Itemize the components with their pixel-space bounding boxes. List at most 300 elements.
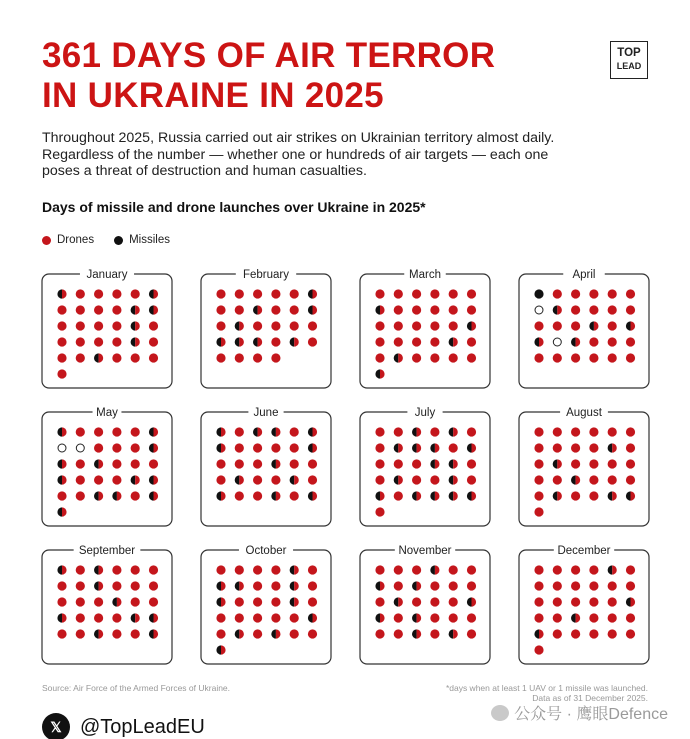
month-label-february: February	[242, 269, 290, 281]
day-dot	[216, 337, 225, 346]
day-dot	[553, 491, 562, 500]
day-dot	[449, 459, 458, 468]
day-dot	[430, 475, 439, 484]
day-dot	[290, 305, 299, 314]
day-dot	[76, 353, 85, 362]
day-dot	[216, 443, 225, 452]
day-dot	[94, 305, 103, 314]
day-dot	[608, 337, 617, 346]
day-dot	[149, 491, 158, 500]
day-dot	[235, 629, 244, 638]
legend-drones-label: Drones	[57, 234, 95, 246]
day-dot	[375, 507, 384, 516]
day-dot	[430, 289, 439, 298]
day-dot	[626, 353, 635, 362]
day-dot	[449, 289, 458, 298]
day-dot	[534, 629, 543, 638]
day-dot	[571, 321, 580, 330]
day-dot	[534, 613, 543, 622]
month-panel-march	[360, 267, 490, 388]
day-dot	[216, 459, 225, 468]
day-dot	[467, 613, 476, 622]
month-label-november: November	[398, 545, 452, 557]
day-dot	[608, 459, 617, 468]
day-dot	[394, 321, 403, 330]
day-dot	[253, 443, 262, 452]
day-dot	[149, 459, 158, 468]
day-dot	[94, 629, 103, 638]
day-dot	[94, 581, 103, 590]
day-dot	[235, 305, 244, 314]
day-dot	[534, 475, 543, 484]
day-dot	[430, 443, 439, 452]
day-dot	[235, 565, 244, 574]
day-dot	[290, 491, 299, 500]
day-dot	[94, 565, 103, 574]
day-dot	[553, 597, 562, 606]
day-dot	[57, 305, 66, 314]
month-label-september: September	[78, 545, 136, 557]
day-dot	[94, 337, 103, 346]
day-dot	[534, 597, 543, 606]
day-dot	[375, 289, 384, 298]
day-dot	[76, 337, 85, 346]
day-dot	[131, 337, 140, 346]
day-dot	[571, 353, 580, 362]
day-dot	[626, 289, 635, 298]
month-panel-may	[42, 405, 172, 526]
day-dot	[253, 629, 262, 638]
day-dot	[589, 427, 598, 436]
day-dot	[112, 321, 121, 330]
day-dot	[608, 475, 617, 484]
day-dot	[94, 353, 103, 362]
day-dot	[430, 613, 439, 622]
day-dot	[57, 613, 66, 622]
day-dot	[253, 337, 262, 346]
day-dot	[589, 491, 598, 500]
day-dot	[94, 321, 103, 330]
day-dot	[553, 321, 562, 330]
day-dot	[589, 353, 598, 362]
day-dot	[394, 353, 403, 362]
day-dot	[394, 337, 403, 346]
day-dot	[394, 475, 403, 484]
day-dot	[571, 459, 580, 468]
day-dot	[449, 475, 458, 484]
day-dot	[394, 629, 403, 638]
day-dot	[94, 491, 103, 500]
day-dot	[271, 629, 280, 638]
day-dot	[57, 581, 66, 590]
day-dot	[308, 475, 317, 484]
day-dot	[253, 565, 262, 574]
day-dot	[430, 491, 439, 500]
day-dot	[412, 353, 421, 362]
logo-line-2: LEAD	[616, 61, 642, 71]
day-dot	[253, 613, 262, 622]
footnote-line-1: *days when at least 1 UAV or 1 missile was launched.	[445, 683, 648, 693]
day-dot	[571, 565, 580, 574]
day-dot	[589, 289, 598, 298]
day-dot	[394, 289, 403, 298]
month-panel-july	[360, 405, 490, 526]
intro-line-3: poses a threat of destruction and human casualties.	[42, 163, 367, 179]
month-label-april: April	[572, 269, 596, 281]
day-dot	[608, 629, 617, 638]
day-dot	[553, 338, 561, 346]
day-dot	[553, 565, 562, 574]
day-dot	[76, 444, 84, 452]
day-dot	[467, 337, 476, 346]
day-dot	[290, 289, 299, 298]
day-dot	[76, 491, 85, 500]
day-dot	[76, 321, 85, 330]
day-dot	[149, 305, 158, 314]
day-dot	[149, 597, 158, 606]
day-dot	[290, 475, 299, 484]
social-handle[interactable]	[42, 713, 205, 739]
day-dot	[57, 353, 66, 362]
month-label-august: August	[566, 407, 602, 419]
day-dot	[271, 459, 280, 468]
day-dot	[112, 597, 121, 606]
day-dot	[571, 613, 580, 622]
day-dot	[57, 289, 66, 298]
day-dot	[626, 305, 635, 314]
day-dot	[467, 581, 476, 590]
day-dot	[253, 289, 262, 298]
day-dot	[308, 629, 317, 638]
day-dot	[571, 337, 580, 346]
day-dot	[235, 427, 244, 436]
day-dot	[626, 443, 635, 452]
day-dot	[626, 565, 635, 574]
day-dot	[149, 289, 158, 298]
day-dot	[375, 629, 384, 638]
day-dot	[235, 581, 244, 590]
day-dot	[57, 427, 66, 436]
day-dot	[131, 353, 140, 362]
day-dot	[216, 475, 225, 484]
day-dot	[131, 459, 140, 468]
day-dot	[149, 629, 158, 638]
day-dot	[430, 597, 439, 606]
day-dot	[94, 459, 103, 468]
day-dot	[216, 353, 225, 362]
day-dot	[112, 337, 121, 346]
day-dot	[253, 475, 262, 484]
day-dot	[375, 337, 384, 346]
day-dot	[112, 427, 121, 436]
day-dot	[467, 597, 476, 606]
day-dot	[430, 305, 439, 314]
day-dot	[57, 597, 66, 606]
day-dot	[308, 459, 317, 468]
day-dot	[216, 565, 225, 574]
day-dot	[271, 321, 280, 330]
day-dot	[412, 565, 421, 574]
day-dot	[235, 337, 244, 346]
day-dot	[534, 427, 543, 436]
day-dot	[430, 427, 439, 436]
day-dot	[467, 475, 476, 484]
day-dot	[131, 427, 140, 436]
day-dot	[94, 613, 103, 622]
day-dot	[149, 427, 158, 436]
day-dot	[76, 581, 85, 590]
day-dot	[112, 629, 121, 638]
day-dot	[112, 613, 121, 622]
day-dot	[149, 443, 158, 452]
day-dot	[412, 581, 421, 590]
day-dot	[149, 337, 158, 346]
day-dot	[131, 581, 140, 590]
day-dot	[131, 289, 140, 298]
chart-title: Days of missile and drone launches over Ukraine in 2025*	[42, 199, 426, 215]
day-dot	[308, 597, 317, 606]
day-dot	[467, 321, 476, 330]
day-dot	[375, 613, 384, 622]
day-dot	[571, 629, 580, 638]
day-dot	[430, 581, 439, 590]
day-dot	[626, 427, 635, 436]
day-dot	[467, 427, 476, 436]
day-dot	[131, 475, 140, 484]
day-dot	[449, 565, 458, 574]
day-dot	[449, 443, 458, 452]
day-dot	[449, 305, 458, 314]
day-dot	[308, 443, 317, 452]
day-dot	[571, 475, 580, 484]
day-dot	[375, 475, 384, 484]
day-dot	[534, 645, 543, 654]
day-dot	[112, 443, 121, 452]
day-dot	[76, 597, 85, 606]
day-dot	[412, 443, 421, 452]
day-dot	[430, 459, 439, 468]
day-dot	[589, 305, 598, 314]
day-dot	[571, 491, 580, 500]
day-dot	[253, 353, 262, 362]
day-dot	[308, 491, 317, 500]
day-dot	[449, 581, 458, 590]
day-dot	[535, 306, 543, 314]
day-dot	[271, 475, 280, 484]
day-dot	[626, 629, 635, 638]
day-dot	[57, 475, 66, 484]
day-dot	[394, 597, 403, 606]
day-dot	[308, 581, 317, 590]
day-dot	[553, 459, 562, 468]
day-dot	[235, 443, 244, 452]
day-dot	[375, 369, 384, 378]
day-dot	[412, 321, 421, 330]
day-dot	[112, 475, 121, 484]
day-dot	[589, 459, 598, 468]
day-dot	[76, 427, 85, 436]
day-dot	[76, 459, 85, 468]
day-dot	[290, 443, 299, 452]
day-dot	[375, 321, 384, 330]
day-dot	[375, 597, 384, 606]
day-dot	[308, 427, 317, 436]
day-dot	[76, 613, 85, 622]
month-label-july: July	[414, 407, 436, 419]
day-dot	[449, 321, 458, 330]
day-dot	[290, 581, 299, 590]
day-dot	[131, 305, 140, 314]
day-dot	[253, 459, 262, 468]
day-dot	[235, 321, 244, 330]
day-dot	[589, 321, 598, 330]
day-dot	[534, 507, 543, 516]
x-logo-icon[interactable]: 𝕏	[42, 713, 70, 739]
day-dot	[430, 565, 439, 574]
month-label-october: October	[245, 545, 287, 557]
day-dot	[271, 289, 280, 298]
day-dot	[467, 443, 476, 452]
day-dot	[534, 289, 543, 298]
month-label-may: May	[96, 407, 118, 419]
day-dot	[534, 353, 543, 362]
day-dot	[608, 305, 617, 314]
day-dot	[216, 613, 225, 622]
day-dot	[394, 613, 403, 622]
day-dot	[216, 321, 225, 330]
day-dot	[412, 459, 421, 468]
day-dot	[131, 613, 140, 622]
day-dot	[216, 491, 225, 500]
day-dot	[394, 491, 403, 500]
day-dot	[112, 289, 121, 298]
day-dot	[608, 443, 617, 452]
day-dot	[534, 337, 543, 346]
day-dot	[449, 491, 458, 500]
day-dot	[375, 305, 384, 314]
day-dot	[467, 289, 476, 298]
day-dot	[149, 353, 158, 362]
day-dot	[553, 613, 562, 622]
day-dot	[412, 475, 421, 484]
day-dot	[112, 305, 121, 314]
intro-line-2: Regardless of the number — whether one or hundreds of air targets — each one	[42, 146, 549, 163]
day-dot	[112, 581, 121, 590]
day-dot	[467, 305, 476, 314]
month-panel-september	[42, 543, 172, 664]
day-dot	[553, 427, 562, 436]
handle-text[interactable]: @TopLeadEU	[80, 715, 205, 738]
day-dot	[589, 581, 598, 590]
day-dot	[375, 565, 384, 574]
day-dot	[216, 581, 225, 590]
month-panel-august	[519, 405, 649, 526]
day-dot	[467, 565, 476, 574]
day-dot	[608, 427, 617, 436]
day-dot	[216, 289, 225, 298]
day-dot	[449, 427, 458, 436]
day-dot	[216, 427, 225, 436]
day-dot	[131, 443, 140, 452]
day-dot	[608, 565, 617, 574]
day-dot	[553, 353, 562, 362]
month-label-january: January	[86, 269, 128, 281]
day-dot	[412, 491, 421, 500]
day-dot	[571, 305, 580, 314]
day-dot	[553, 475, 562, 484]
day-dot	[394, 459, 403, 468]
day-dot	[375, 581, 384, 590]
day-dot	[608, 289, 617, 298]
day-dot	[149, 475, 158, 484]
footnote	[446, 683, 648, 703]
day-dot	[216, 305, 225, 314]
day-dot	[290, 427, 299, 436]
month-label-december: December	[557, 545, 611, 557]
month-label-march: March	[409, 269, 441, 281]
logo-line-1: TOP	[617, 47, 641, 59]
day-dot	[553, 629, 562, 638]
day-dot	[394, 427, 403, 436]
month-panel-december	[519, 543, 649, 664]
day-dot	[76, 289, 85, 298]
title-line-1: 361 DAYS OF AIR TERROR	[42, 36, 496, 75]
day-dot	[235, 491, 244, 500]
day-dot	[112, 353, 121, 362]
day-dot	[430, 353, 439, 362]
day-dot	[131, 565, 140, 574]
day-dot	[271, 353, 280, 362]
day-dot	[608, 321, 617, 330]
day-dot	[534, 565, 543, 574]
day-dot	[430, 629, 439, 638]
day-dot	[57, 337, 66, 346]
watermark-text: 公众号 · 鹰眼Defence	[514, 706, 668, 723]
day-dot	[94, 427, 103, 436]
day-dot	[553, 443, 562, 452]
day-dot	[412, 305, 421, 314]
day-dot	[449, 613, 458, 622]
day-dot	[626, 613, 635, 622]
day-dot	[271, 597, 280, 606]
day-dot	[131, 491, 140, 500]
day-dot	[430, 337, 439, 346]
day-dot	[235, 597, 244, 606]
day-dot	[412, 597, 421, 606]
month-panel-february	[201, 267, 331, 388]
day-dot	[589, 629, 598, 638]
day-dot	[375, 443, 384, 452]
day-dot	[375, 491, 384, 500]
day-dot	[571, 289, 580, 298]
day-dot	[626, 337, 635, 346]
day-dot	[308, 321, 317, 330]
day-dot	[57, 507, 66, 516]
day-dot	[412, 289, 421, 298]
day-dot	[534, 581, 543, 590]
day-dot	[131, 629, 140, 638]
day-dot	[626, 597, 635, 606]
day-dot	[290, 629, 299, 638]
source-note: Source: Air Force of the Armed Forces of Ukraine.	[42, 683, 231, 693]
day-dot	[308, 613, 317, 622]
day-dot	[58, 444, 66, 452]
day-dot	[394, 581, 403, 590]
day-dot	[94, 289, 103, 298]
day-dot	[235, 289, 244, 298]
legend-missiles-label: Missiles	[129, 234, 170, 246]
day-dot	[112, 565, 121, 574]
